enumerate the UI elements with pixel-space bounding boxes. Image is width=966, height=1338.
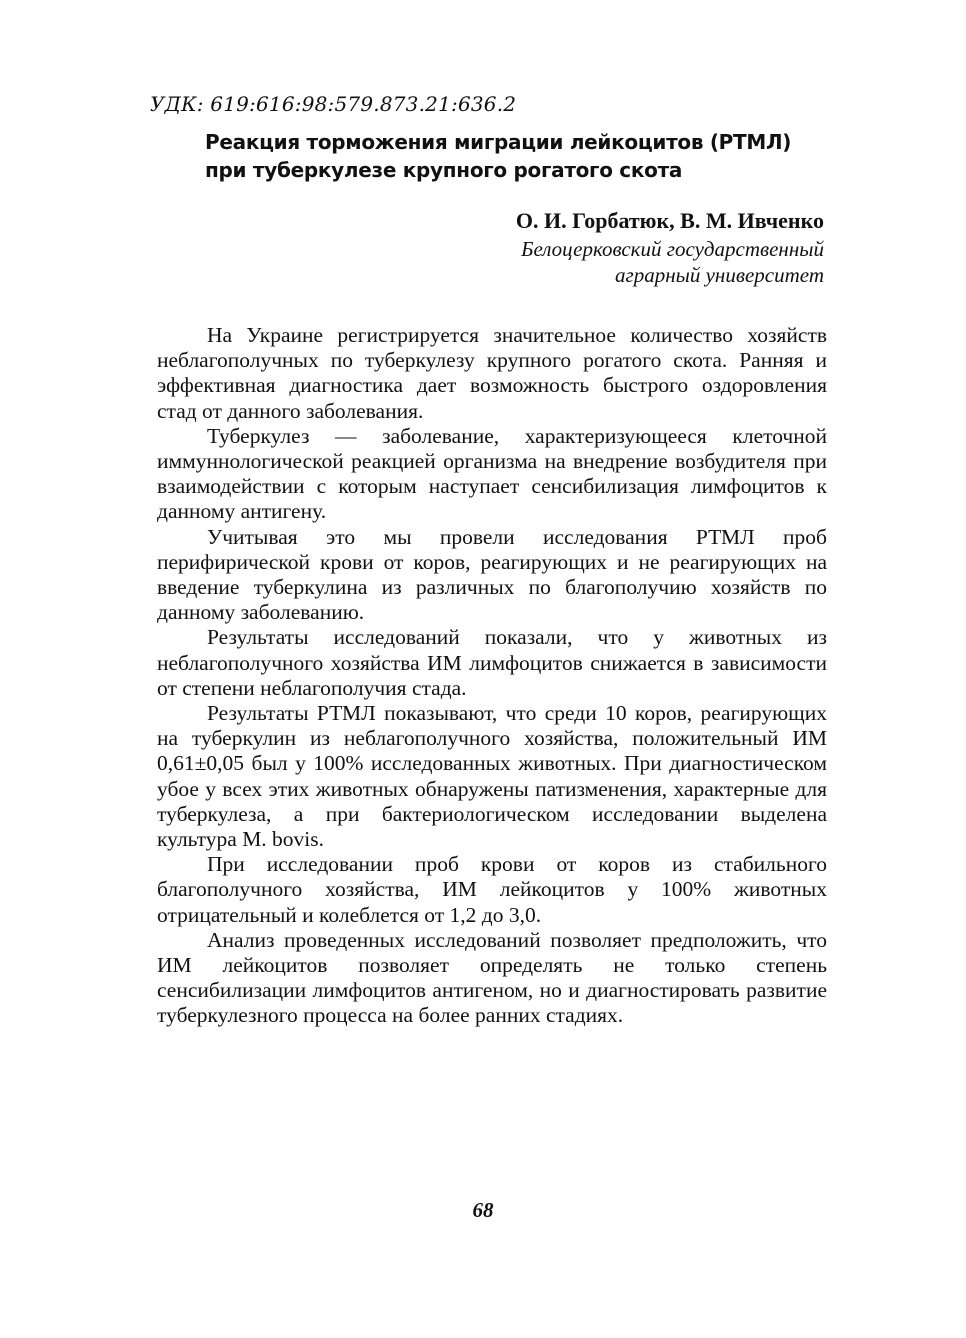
udk-code: УДК: 619:616:98:579.873.21:636.2 — [150, 92, 517, 116]
author-names: О. И. Горбатюк, В. М. Ивченко — [515, 208, 824, 233]
paragraph: Результаты исследований показали, что у животных из неблагополучного хозяйства ИМ лимфоцитов снижается в зависимости от степени неблагополучия стада. — [157, 625, 827, 700]
article-title — [205, 128, 825, 184]
paragraph: На Украине регистрируется значительное количество хозяйств неблагополучных по туберкулезу крупного рогатого скота. Ранняя и эффективная диагностика дает возможность быстрого оздоровления стад от данного заболевания. — [157, 323, 827, 423]
article-title-line-1: Реакция торможения миграции лейкоцитов (РТМЛ) — [205, 130, 792, 154]
author-block — [516, 206, 824, 288]
paragraph: При исследовании проб крови от коров из стабильного благополучного хозяйства, ИМ лейкоцитов у 100% животных отрицательный и колеблется от 1,2 до 3,0. — [157, 852, 827, 927]
article-body — [157, 323, 827, 1029]
paragraph: Результаты РТМЛ показывают, что среди 10 коров, реагирующих на туберкулин из неблагополучного хозяйства, положительный ИМ 0,61±0,05 был у 100% исследованных животных. При диагностическом убое у всех этих животных обнаружены патизменения, характерные для туберкулеза, а при бактериологическом исследовании выделена культура M. bovis. — [157, 701, 827, 852]
page-number: 68 — [472, 1198, 494, 1222]
article-title-line-2: при туберкулезе крупного рогатого скота — [205, 158, 683, 182]
paragraph: Туберкулез — заболевание, характеризующееся клеточной иммуннологической реакцией организма на внедрение возбудителя при взаимодействии с которым наступает сенсибилизация лимфоцитов к данному антигену. — [157, 423, 827, 524]
affiliation-line-1: Белоцерковский государственный — [521, 237, 824, 261]
paragraph: Учитывая это мы провели исследования РТМЛ проб перифирической крови от коров, реагирующих и не реагирующих на введение туберкулина из различных по благополучию хозяйств по данному заболеванию. — [157, 524, 827, 625]
affiliation-line-2: аграрный университет — [615, 263, 824, 287]
paragraph: Анализ проведенных исследований позволяет предположить, что ИМ лейкоцитов позволяет определять не только степень сенсибилизации лимфоцитов антигеном, но и диагностировать развитие туберкулезного процесса на более ранних стадиях. — [157, 927, 827, 1028]
